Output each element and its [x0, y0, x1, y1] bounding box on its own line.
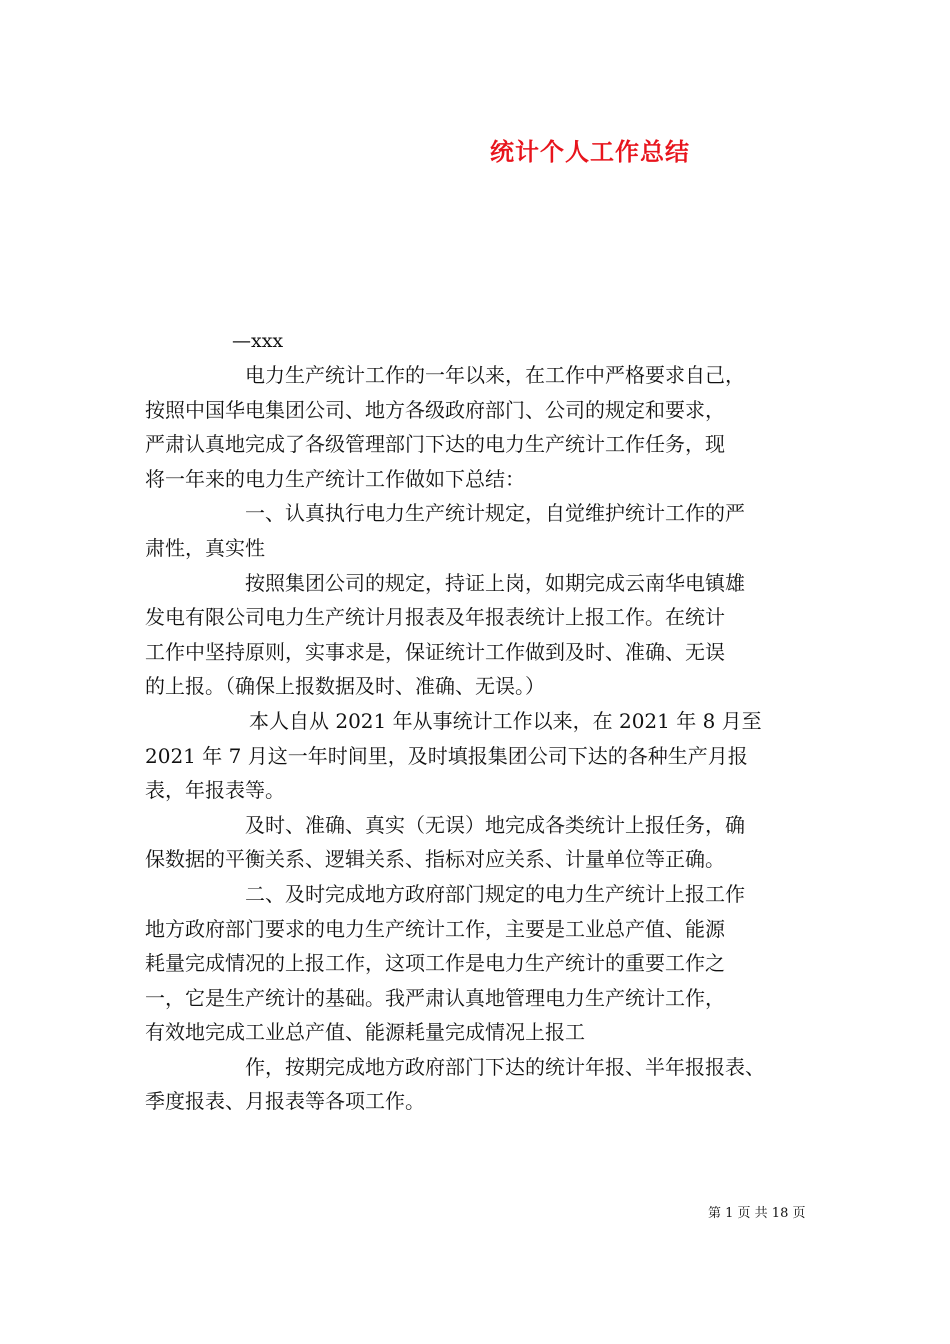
body-line: 按照集团公司的规定，持证上岗，如期完成云南华电镇雄 — [245, 570, 745, 595]
body-line: 季度报表、月报表等各项工作。 — [145, 1089, 425, 1114]
document-title: 统计个人工作总结 — [490, 137, 690, 166]
page-number: 第 1 页 共 18 页 — [708, 1206, 806, 1221]
document-author: —xxx — [232, 330, 284, 352]
body-line: 作，按期完成地方政府部门下达的统计年报、半年报报表、 — [245, 1054, 765, 1079]
body-line: 电力生产统计工作的一年以来，在工作中严格要求自己， — [245, 363, 745, 387]
section-heading-1: 一、认真执行电力生产统计规定，自觉维护统计工作的严 — [245, 501, 745, 526]
body-line: 一，它是生产统计的基础。我严肃认真地管理电力生产统计工作， — [145, 985, 725, 1010]
body-line: 有效地完成工业总产值、能源耗量完成情况上报工 — [145, 1020, 585, 1045]
body-line: 严肃认真地完成了各级管理部门下达的电力生产统计工作任务，现 — [145, 432, 725, 457]
body-line: 工作中坚持原则，实事求是，保证统计工作做到及时、准确、无误 — [145, 639, 725, 664]
document-body — [145, 358, 825, 1119]
body-line: 2021 年 7 月这一年时间里，及时填报集团公司下达的各种生产月报 — [145, 743, 748, 768]
body-line: 按照中国华电集团公司、地方各级政府部门、公司的规定和要求， — [145, 397, 725, 422]
body-line: 及时、准确、真实（无误）地完成各类统计上报任务，确 — [245, 812, 745, 837]
section-heading-1-cont: 肃性，真实性 — [145, 535, 265, 560]
section-heading-2: 二、及时完成地方政府部门规定的电力生产统计上报工作 — [245, 881, 745, 906]
body-line: 表，年报表等。 — [145, 778, 285, 803]
body-line: 本人自从 2021 年从事统计工作以来，在 2021 年 8 月至 — [249, 708, 762, 733]
body-line: 发电有限公司电力生产统计月报表及年报表统计上报工作。在统计 — [145, 605, 725, 630]
body-line: 保数据的平衡关系、逻辑关系、指标对应关系、计量单位等正确。 — [145, 847, 725, 872]
body-line: 的上报。（确保上报数据及时、准确、无误。） — [145, 674, 545, 699]
body-line: 地方政府部门要求的电力生产统计工作，主要是工业总产值、能源 — [145, 916, 725, 941]
body-line: 耗量完成情况的上报工作，这项工作是电力生产统计的重要工作之 — [145, 951, 725, 976]
body-line: 将一年来的电力生产统计工作做如下总结： — [145, 466, 525, 491]
